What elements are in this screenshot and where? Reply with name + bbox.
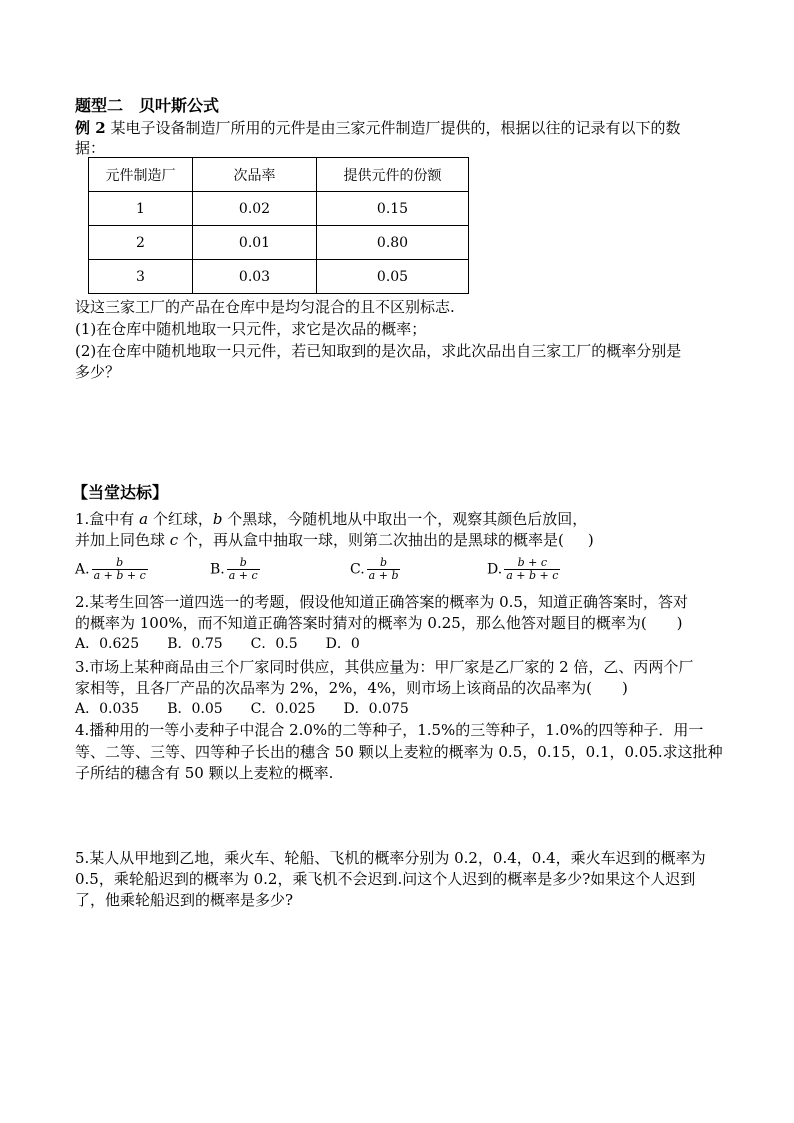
table-cell: 0.05 [317, 260, 469, 294]
option-label: C. [350, 561, 365, 578]
fraction-numerator: b [116, 556, 124, 569]
fraction [504, 557, 560, 582]
problem-4-line-2: 等、二等、三等、四等种子长出的穗含 50 颗以上麦粒的概率为 0.5，0.15，0.1，0.05.求这批种 [75, 743, 723, 761]
example-intro-line-2: 据： [75, 139, 106, 157]
option-label: B. [210, 561, 225, 578]
p1-text: ) [587, 531, 594, 549]
table-cell: 3 [89, 260, 193, 294]
fraction [367, 557, 401, 582]
fraction-numerator: b + c [517, 556, 547, 569]
problem-5-line-2: 0.5，乘轮船迟到的概率为 0.2，乘飞机不会迟到.问这个人迟到的概率是多少?如果这个人迟到 [75, 870, 696, 888]
table-header-row [89, 158, 469, 192]
table-header-cell: 提供元件的份额 [317, 158, 469, 192]
table-cell: 0.03 [193, 260, 317, 294]
problem-5-line-1: 5.某人从甲地到乙地，乘火车、轮船、飞机的概率分别为 0.2，0.4，0.4，乘火车迟到的概率为 [75, 849, 706, 867]
problem-4-line-1: 4.播种用的一等小麦种子中混合 2.0%的二等种子，1.5%的三等种子，1.0%的四等种子．用一 [75, 721, 704, 739]
fraction-denominator: a + b [368, 569, 399, 582]
example-question-1: (1)在仓库中随机地取一只元件，求它是次品的概率； [75, 320, 427, 338]
p1-text: 个，再从盒中抽取一球，则第二次抽出的是黑球的概率是( [178, 531, 564, 549]
table-cell: 0.80 [317, 226, 469, 260]
table-row [89, 260, 469, 294]
problem-1-option-c [350, 557, 400, 582]
section-title: 题型二 贝叶斯公式 [75, 96, 220, 115]
p1-text: 个黑球，今随机地从中取出一个，观察其颜色后放回， [222, 510, 588, 528]
problem-5-line-3: 了，他乘轮船迟到的概率是多少? [75, 891, 294, 909]
table-header-cell: 元件制造厂 [89, 158, 193, 192]
factory-data-table [88, 157, 469, 294]
p1-text: 个红球， [148, 510, 213, 528]
example-question-2-line-1: (2)在仓库中随机地取一只元件，若已知取到的是次品，求此次品出自三家工厂的概率分别是 [75, 342, 682, 360]
fraction [227, 557, 260, 582]
problem-4-line-3: 子所结的穗含有 50 颗以上麦粒的概率. [75, 764, 334, 782]
practice-title: 【当堂达标】 [72, 483, 169, 502]
fraction-numerator: b [239, 556, 247, 569]
example-label: 例 2 [75, 119, 106, 137]
table-cell: 0.01 [193, 226, 317, 260]
problem-1-option-b [210, 557, 260, 582]
var-b: b [212, 510, 223, 528]
table-header-cell: 次品率 [193, 158, 317, 192]
problem-3-line-2: 家相等，且各厂产品的次品率为 2%，2%，4%，则市场上该商品的次品率为( ) [75, 679, 628, 697]
fraction-denominator: a + c [228, 569, 258, 582]
fraction-numerator: b [380, 556, 388, 569]
p1-text: 并加上同色球 [75, 531, 170, 549]
p1-text: 1.盒中有 [75, 510, 140, 528]
problem-3-line-1: 3.市场上某种商品由三个厂家同时供应，其供应量为：甲厂家是乙厂家的 2 倍，乙、丙两个厂 [75, 658, 694, 676]
problem-2-line-1: 2.某考生回答一道四选一的考题，假设他知道正确答案的概率为 0.5，知道正确答案时，答对 [75, 593, 688, 611]
table-cell: 0.02 [193, 192, 317, 226]
var-c: c [169, 531, 179, 549]
problem-3-options: A．0.035 B．0.05 C．0.025 D．0.075 [75, 701, 409, 717]
example-question-2-line-2: 多少？ [75, 363, 121, 381]
problem-1-line-2 [75, 530, 594, 550]
example-after-table: 设这三家工厂的产品在仓库中是均匀混合的且不区别标志. [75, 298, 455, 316]
table-cell: 1 [89, 192, 193, 226]
option-label: A. [75, 561, 90, 578]
problem-1-option-a [75, 557, 148, 582]
problem-2-line-2: 的概率为 100%，而不知道正确答案时猜对的概率为 0.25，那么他答对题目的概率为( ) [75, 614, 683, 632]
fraction [92, 557, 148, 582]
problem-2-options: A．0.625 B．0.75 C．0.5 D．0 [75, 636, 360, 652]
table-row [89, 226, 469, 260]
var-a: a [139, 510, 149, 528]
example-intro-line-1 [75, 118, 680, 138]
problem-1-option-d [487, 557, 560, 582]
table-cell: 0.15 [317, 192, 469, 226]
fraction-denominator: a + b + c [93, 569, 146, 582]
problem-1-line-1 [75, 509, 587, 529]
table-row [89, 192, 469, 226]
option-label: D. [487, 561, 503, 578]
fraction-denominator: a + b + c [506, 569, 559, 582]
table-cell: 2 [89, 226, 193, 260]
example-text-1: 某电子设备制造厂所用的元件是由三家元件制造厂提供的，根据以往的记录有以下的数 [105, 119, 681, 137]
